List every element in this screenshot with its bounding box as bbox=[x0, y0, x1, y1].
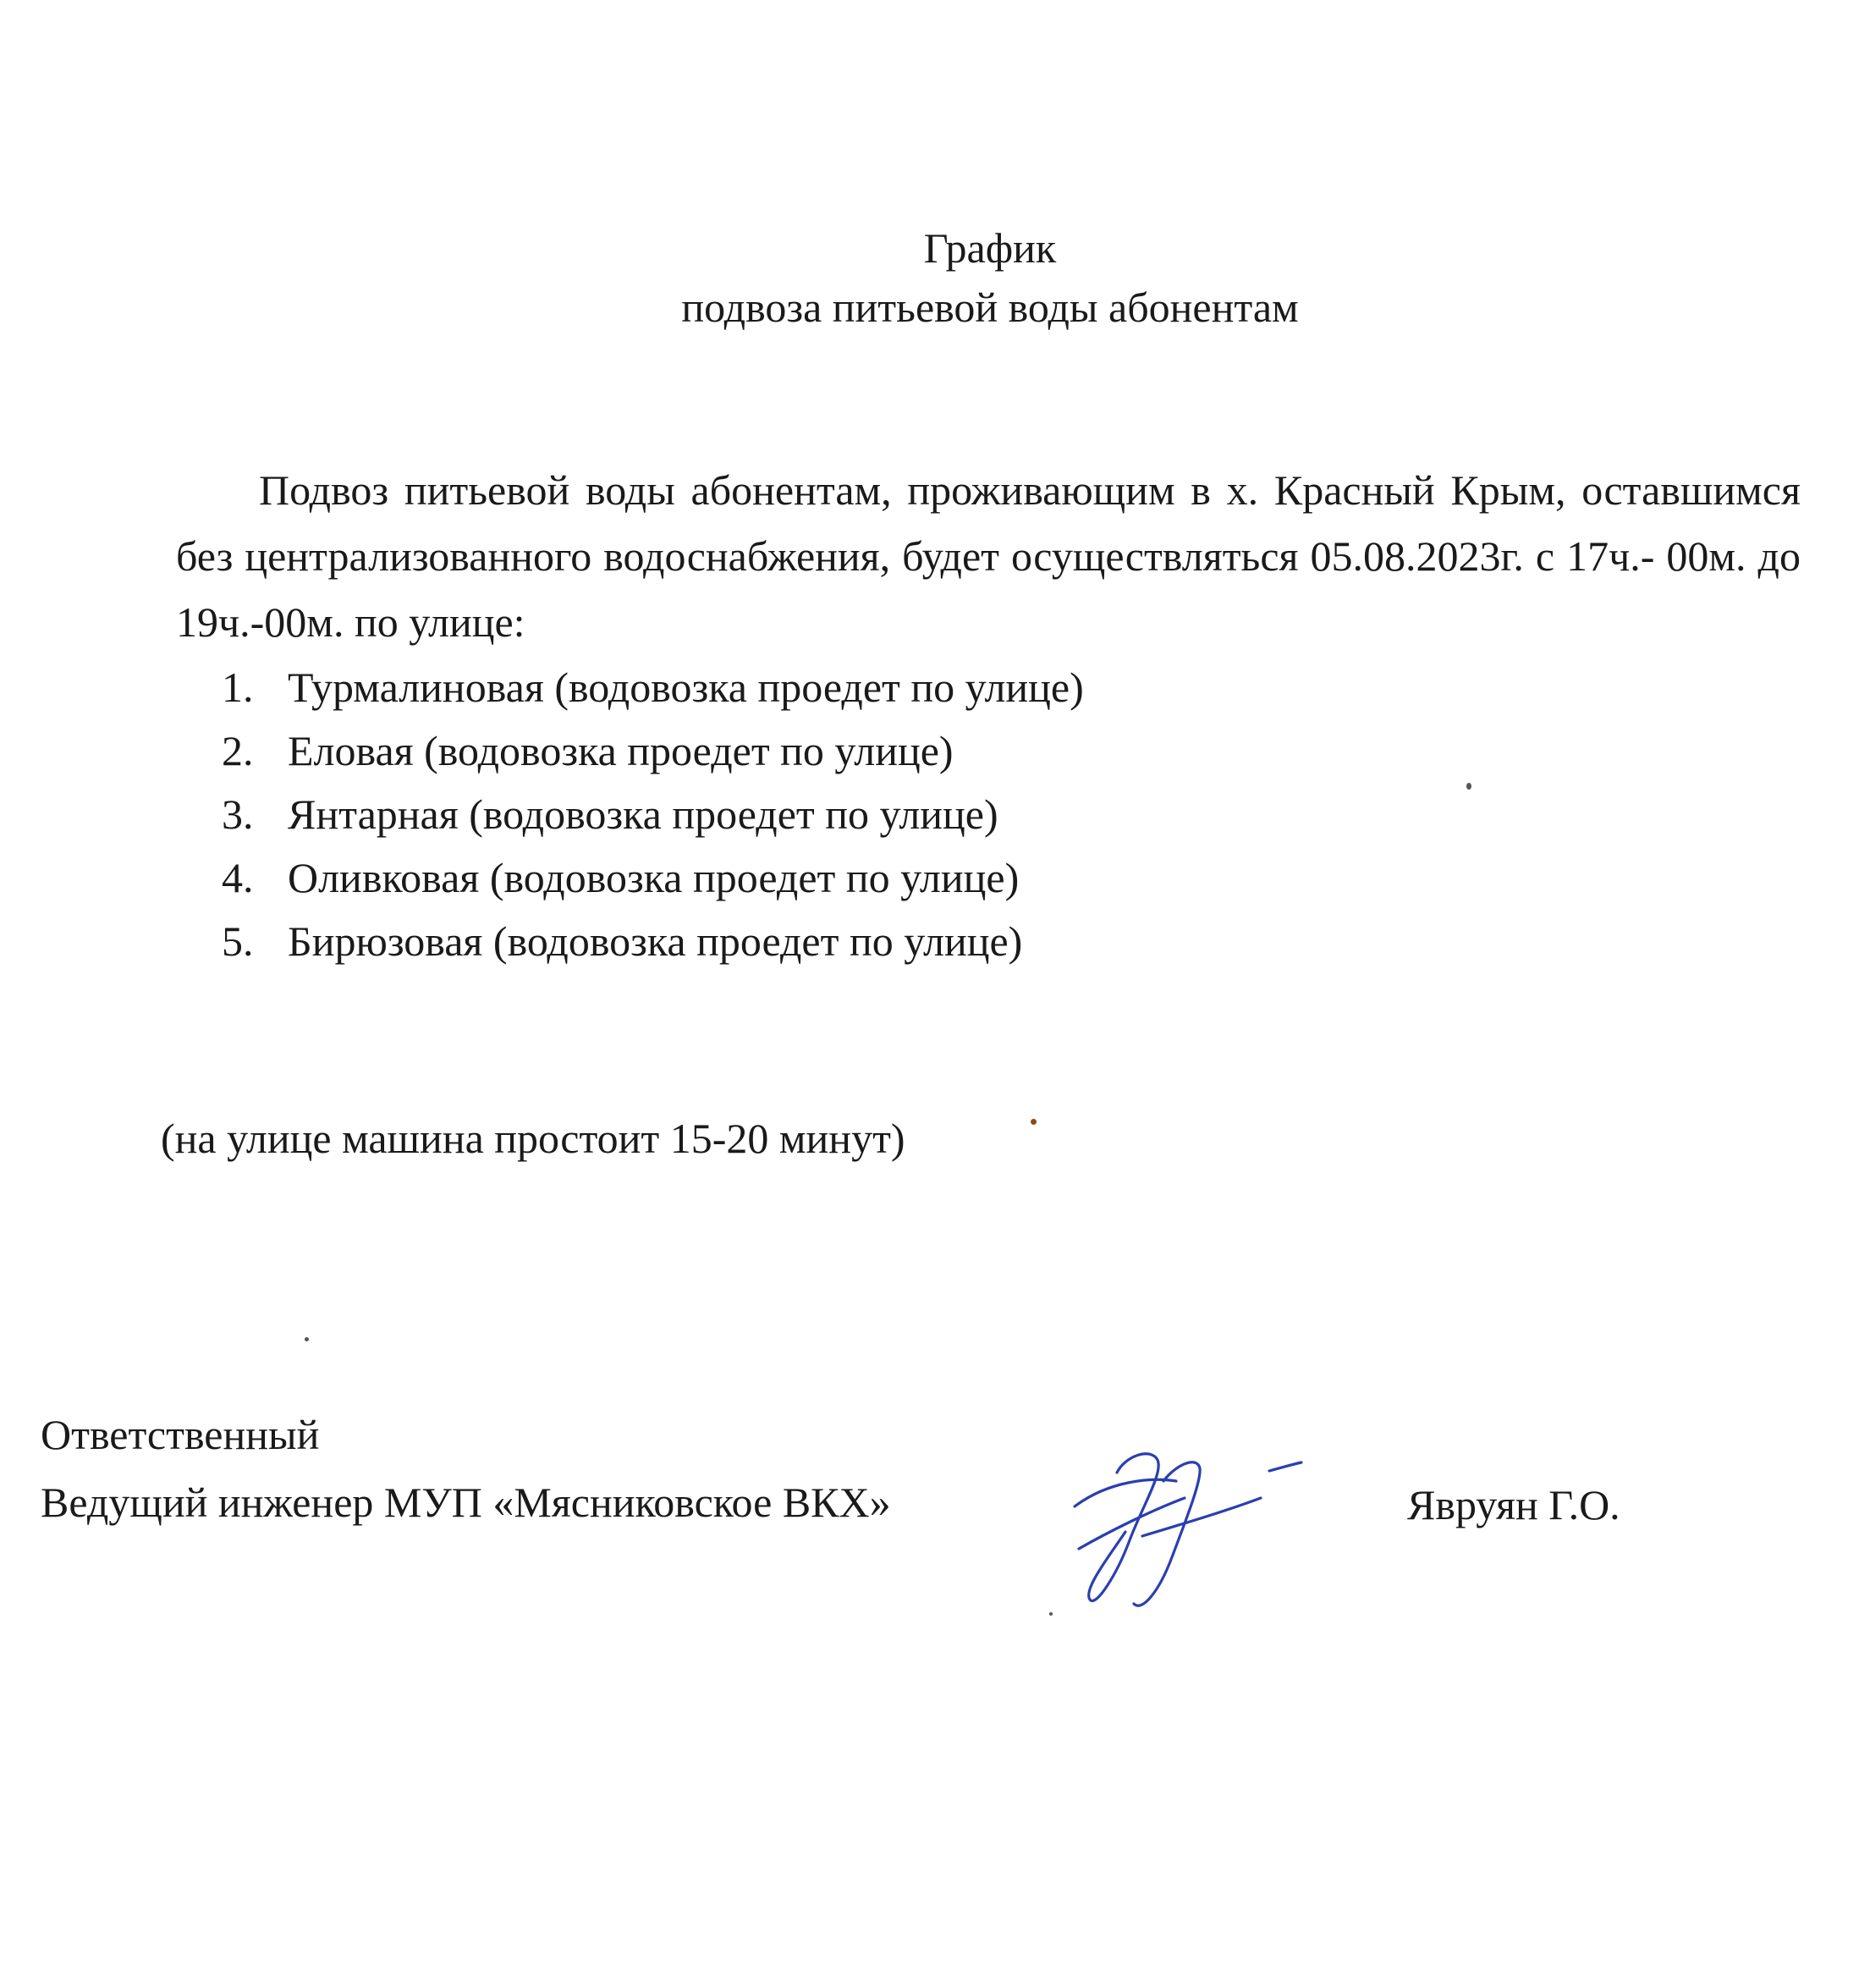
document-title: График bbox=[923, 224, 1057, 272]
list-item-number: 2. bbox=[222, 727, 254, 774]
list-item bbox=[222, 910, 1084, 973]
scan-speck bbox=[1049, 1612, 1053, 1616]
list-item-number: 1. bbox=[222, 664, 254, 711]
list-item-text: Янтарная (водовозка проедет по улице) bbox=[288, 790, 998, 838]
duration-note: (на улице машина простоит 15-20 минут) bbox=[161, 1115, 905, 1162]
list-item bbox=[222, 656, 1084, 719]
list-item-number: 5. bbox=[222, 917, 254, 965]
responsible-position: Ведущий инженер МУП «Мясниковское ВКХ» bbox=[41, 1479, 891, 1526]
list-item-number: 3. bbox=[222, 790, 254, 838]
responsible-label: Ответственный bbox=[41, 1411, 320, 1458]
document-header bbox=[0, 218, 1870, 337]
signature-icon bbox=[1058, 1430, 1303, 1625]
street-list bbox=[222, 656, 1084, 973]
list-item bbox=[222, 783, 1084, 846]
schedule-paragraph: Подвоз питьевой воды абонентам, проживающим в х. Красный Крым, оставшимся без централизованного водоснабжения, будет осуществляться 05.08.2023г. с 17ч.- 00м. до 19ч.-00м. по улице: bbox=[176, 466, 1801, 646]
scan-speck bbox=[305, 1337, 309, 1341]
list-item bbox=[222, 719, 1084, 783]
list-item-number: 4. bbox=[222, 854, 254, 901]
list-item-text: Оливковая (водовозка проедет по улице) bbox=[288, 854, 1020, 901]
list-item-text: Еловая (водовозка проедет по улице) bbox=[288, 727, 954, 774]
list-item-text: Турмалиновая (водовозка проедет по улице) bbox=[288, 664, 1084, 711]
scan-speck bbox=[1031, 1119, 1037, 1125]
list-item-text: Бирюзовая (водовозка проедет по улице) bbox=[288, 917, 1023, 965]
scan-speck bbox=[1466, 783, 1471, 790]
document-subtitle: подвоза питьевой воды абонентам bbox=[681, 284, 1299, 331]
list-item bbox=[222, 846, 1084, 910]
responsible-name: Явруян Г.О. bbox=[1407, 1481, 1620, 1528]
